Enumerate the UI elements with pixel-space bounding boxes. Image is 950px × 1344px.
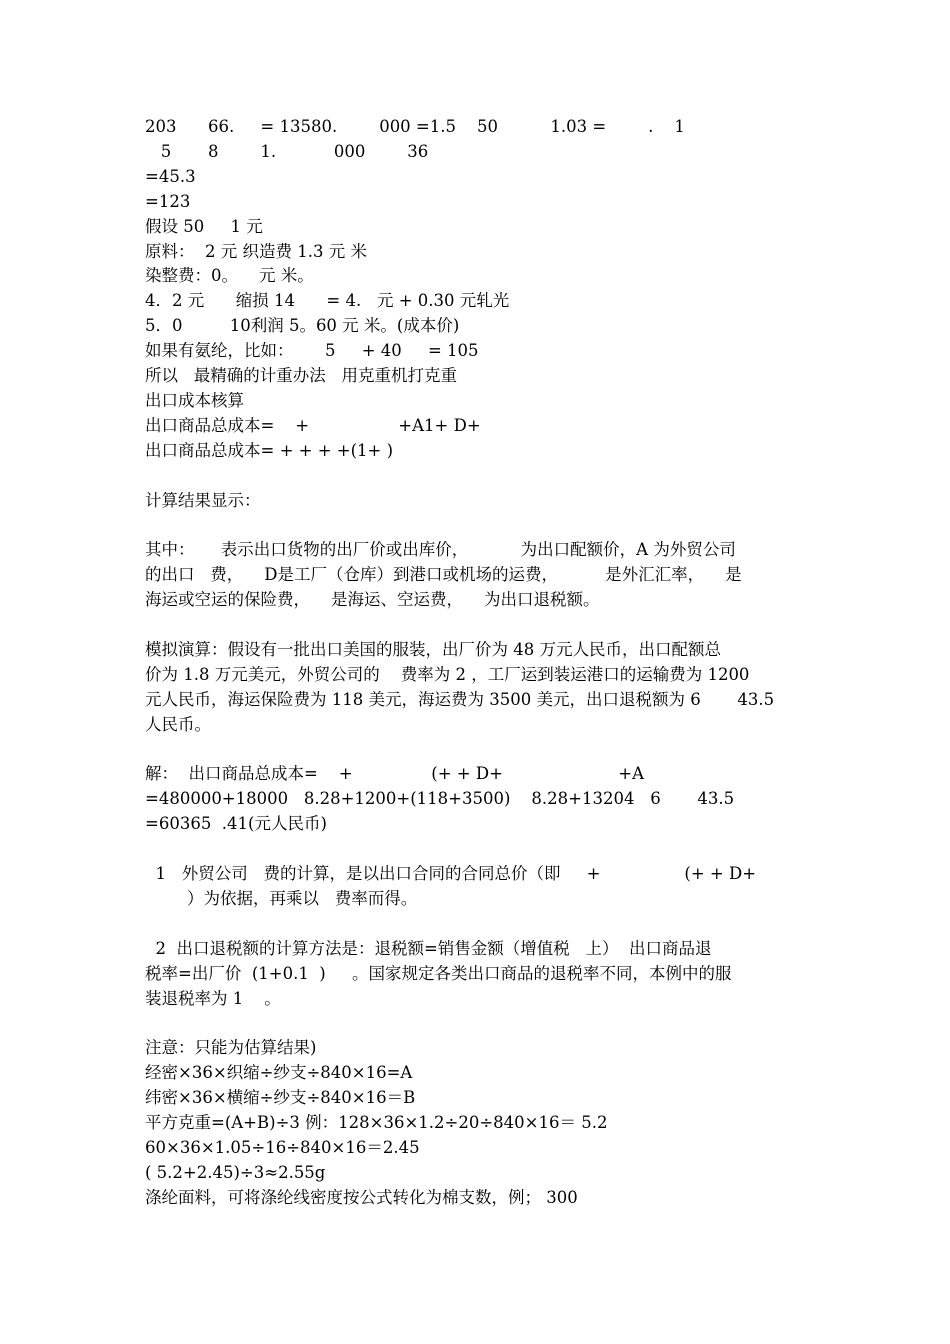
text-line: 5．0 10利润 5。60 元 米。(成本价)	[145, 316, 460, 336]
text-line: 出口成本核算	[145, 390, 244, 410]
text-line: 注意：只能为估算结果)	[145, 1038, 317, 1058]
text-line: 人民币。	[145, 714, 211, 734]
text-line: 模拟演算：假设有一批出口美国的服装，出厂价为 48 万元人民币，出口配额总	[145, 639, 721, 659]
text-line: 1 外贸公司 费的计算，是以出口合同的合同总价（即 + (+ + D+	[145, 864, 757, 883]
text-line: 原料： 2 元 织造费 1.3 元 米	[145, 241, 367, 261]
text-line: 计算结果显示：	[145, 490, 261, 510]
text-line: 解： 出口商品总成本= + (+ + D+ +A	[145, 764, 645, 784]
text-line: =60365 .41(元人民币)	[145, 814, 327, 834]
text-line: 60×36×1.05÷16÷840×16＝2.45	[145, 1137, 420, 1157]
text-line: 2 出口退税额的计算方法是：退税额=销售金额（增值税 上） 出口商品退	[145, 938, 712, 958]
text-line: 其中： 表示出口货物的出厂价或出库价， 为出口配额价，A 为外贸公司	[145, 540, 736, 560]
text-line: 出口商品总成本= + +A1+ D+	[145, 415, 481, 435]
text-line: 203 66. = 13580. 000 =1.5 50 1.03 = . 1	[145, 117, 685, 136]
text-line: =45.3	[145, 166, 196, 186]
text-line: 出口商品总成本= + + + +(1+ )	[145, 440, 394, 460]
text-line: 所以 最精确的计重办法 用克重机打克重	[145, 366, 457, 385]
text-line: 的出口 费， D是工厂（仓库）到港口或机场的运费， 是外汇汇率， 是	[145, 565, 742, 585]
text-line: 平方克重=(A+B)÷3 例：128×36×1.2÷20÷840×16＝ 5.2	[145, 1113, 608, 1132]
text-line: 5 8 1. 000 36	[145, 141, 429, 161]
text-line: 4．2 元 缩损 14 = 4. 元 + 0.30 元轧光	[145, 291, 510, 311]
text-line: 纬密×36×横缩÷纱支÷840×16＝B	[145, 1088, 416, 1108]
text-line: ( 5.2+2.45)÷3≈2.55g	[145, 1162, 326, 1182]
text-line: 元人民币，海运保险费为 118 美元，海运费为 3500 美元，出口退税额为 6 43.5	[145, 689, 775, 709]
text-line: 假设 50 1 元	[145, 216, 263, 236]
text-line: 税率=出厂价 (1+0.1 ) 。国家规定各类出口商品的退税率不同，本例中的服	[145, 963, 732, 983]
text-line: 经密×36×织缩÷纱支÷840×16=A	[145, 1063, 413, 1083]
text-line: =123	[145, 191, 191, 211]
text-line: =480000+18000 8.28+1200+(118+3500) 8.28+13204 6 43.5	[145, 789, 735, 809]
text-line: ）为依据，再乘以 费率而得。	[145, 888, 418, 908]
text-line: 如果有氨纶，比如： 5 + 40 = 105	[145, 341, 479, 361]
text-line: 海运或空运的保险费， 是海运、空运费， 为出口退税额。	[145, 590, 600, 610]
text-line: 染整费：0。 元 米。	[145, 266, 314, 286]
text-line: 涤纶面料，可将涤纶线密度按公式转化为棉支数，例； 300	[145, 1187, 578, 1207]
text-line: 装退税率为 1 。	[145, 988, 281, 1008]
text-line: 价为 1.8 万元美元，外贸公司的 费率为 2 ，工厂运到装运港口的运输费为 1200	[145, 664, 750, 684]
